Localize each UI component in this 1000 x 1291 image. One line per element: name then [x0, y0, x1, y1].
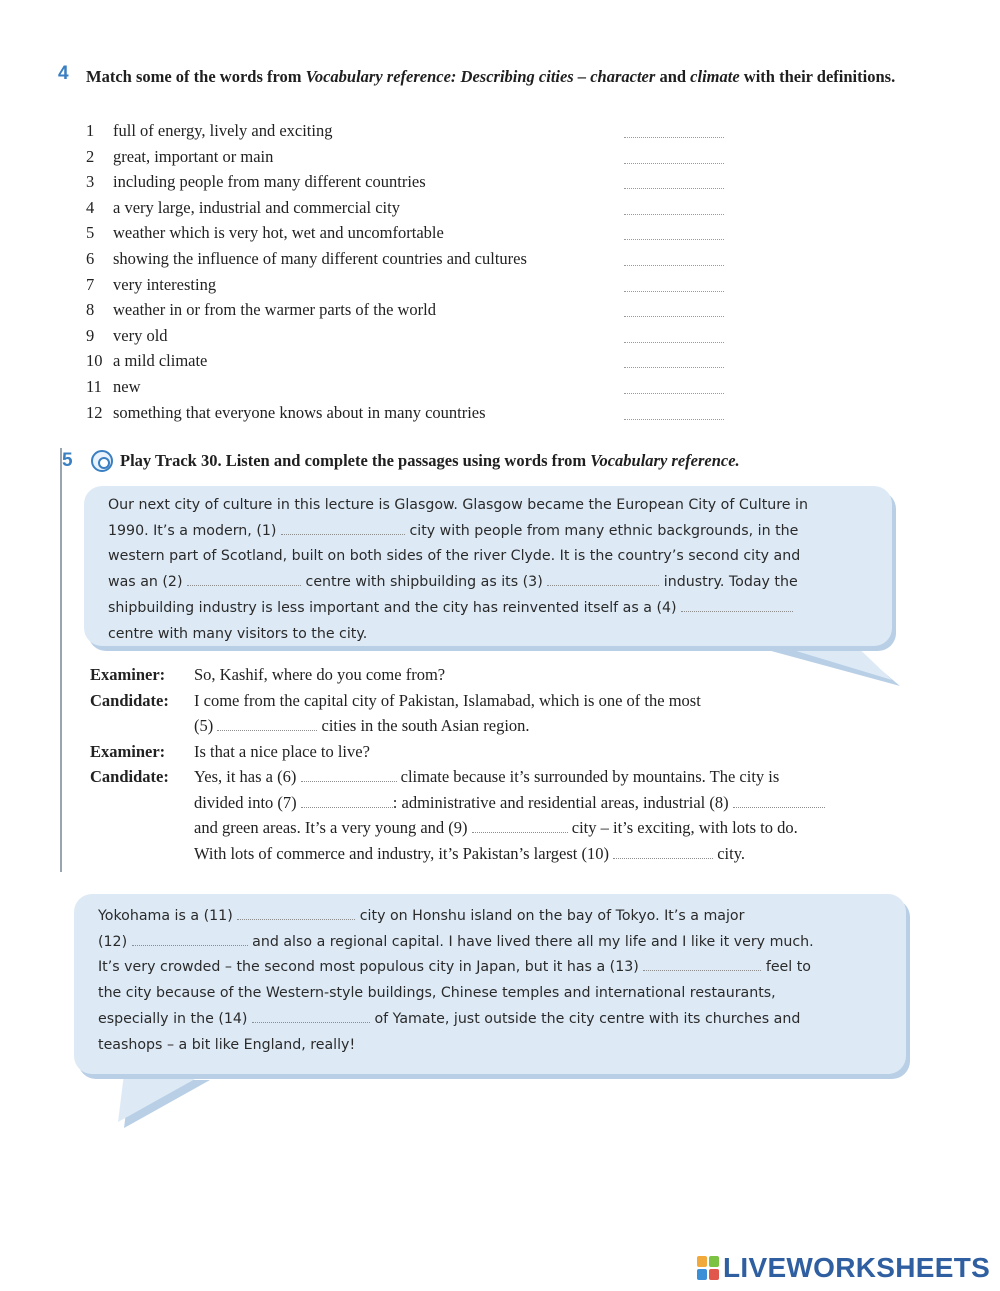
dialogue-turn [90, 688, 920, 739]
dialogue-text [194, 764, 920, 866]
answer-blank-7[interactable] [624, 280, 724, 292]
item-text: new [113, 376, 141, 396]
answer-blank-6[interactable] [624, 254, 724, 266]
yokohama-passage [74, 894, 906, 1058]
dialogue-text: Is that a nice place to live? [194, 741, 370, 761]
dialogue-turn [90, 764, 920, 866]
exercise-5-instructions [120, 450, 740, 472]
item-text: something that everyone knows about in many countries [113, 402, 486, 422]
item-number: 9 [86, 325, 95, 345]
definition-item [86, 144, 746, 170]
dialogue-text: and green areas. It’s a very young and (9) [194, 818, 472, 837]
definition-item [86, 348, 746, 374]
dialogue-text: Yes, it has a (6) [194, 767, 301, 786]
definition-list [86, 118, 746, 425]
gap-1-blank[interactable] [281, 523, 405, 535]
logo-wordmark: LIVEWORKSHEETS [723, 1252, 991, 1283]
dialogue-text: So, Kashif, where do you come from? [194, 665, 446, 684]
dialogue-line: I come from the capital city of Pakistan, Islamabad, which is one of the most [194, 690, 701, 710]
item-text: including people from many different countries [113, 172, 426, 192]
definition-item [86, 323, 746, 349]
gap-4-blank[interactable] [681, 600, 793, 612]
passage-text: of Yamate, just outside the city centre with its churches and [369, 1010, 801, 1027]
dialogue-line [194, 713, 920, 739]
passage-line [98, 955, 906, 981]
instruction-text: Match some of the words from [86, 67, 306, 86]
answer-blank-10[interactable] [624, 356, 724, 368]
exercise-5-number: 5 [62, 450, 73, 471]
passage-line [108, 596, 892, 622]
speaker-label: Examiner: [90, 741, 166, 761]
gap-13-blank[interactable] [643, 959, 761, 971]
item-text: great, important or main [113, 146, 274, 166]
passage-text: was an (2) [108, 574, 188, 591]
answer-blank-1[interactable] [624, 126, 724, 138]
passage-text: Yokohama is a (11) [98, 908, 238, 924]
dialogue-text: city. [713, 843, 746, 863]
gap-5-blank[interactable] [217, 719, 317, 731]
passage-text: shipbuilding industry is less important and the city has reinvented itself as a (4) [108, 599, 682, 616]
passage-text: feel to [761, 959, 811, 976]
dialogue-text [194, 688, 920, 739]
liveworksheets-logo [697, 1252, 990, 1284]
passage-line: western part of Scotland, built on both sides of the river Clyde. It is the country’s second city and [108, 548, 801, 565]
item-text: very old [113, 325, 168, 345]
item-number: 6 [86, 248, 95, 268]
instruction-reference: Vocabulary reference: Describing cities – character [305, 67, 656, 86]
answer-blank-3[interactable] [624, 177, 724, 189]
speech-bubble-tail [110, 1066, 220, 1132]
gap-10-blank[interactable] [613, 847, 713, 859]
dialogue-text: With lots of commerce and industry, it’s Pakistan’s largest (10) [194, 843, 614, 863]
instruction-reference: Vocabulary reference. [590, 451, 740, 470]
speaker-label: Candidate: [90, 690, 169, 710]
passage-line [108, 519, 892, 545]
passage-line [98, 904, 906, 930]
item-number: 11 [86, 376, 102, 396]
logo-square [697, 1269, 707, 1280]
passage-line: the city because of the Western-style buildings, Chinese temples and international restaurants, [98, 985, 776, 1002]
dialogue-text: divided into (7) [194, 792, 301, 812]
examiner-candidate-dialogue [90, 662, 920, 866]
answer-blank-5[interactable] [624, 228, 724, 240]
answer-blank-9[interactable] [624, 331, 724, 343]
passage-line: teashops – a bit like England, really! [98, 1036, 356, 1053]
exercise-4-instructions [86, 64, 906, 90]
gap-14-blank[interactable] [252, 1011, 370, 1023]
item-number: 1 [86, 121, 95, 140]
instruction-text: and [655, 67, 691, 86]
audio-track-icon [91, 450, 113, 472]
passage-text: and also a regional capital. I have lived there all my life and I like it very much. [247, 933, 814, 950]
gap-8-blank[interactable] [733, 796, 825, 808]
answer-blank-11[interactable] [624, 382, 724, 394]
definition-item [86, 272, 746, 298]
item-text: full of energy, lively and exciting [113, 121, 333, 140]
definition-item [86, 220, 746, 246]
item-text: weather which is very hot, wet and uncomfortable [113, 223, 444, 243]
passage-text: city on Honshu island on the bay of Tokyo. It’s a major [355, 908, 745, 924]
logo-square [709, 1256, 719, 1267]
item-text: weather in or from the warmer parts of the world [113, 300, 437, 320]
dialogue-text: climate because it’s surrounded by mountains. The city is [396, 767, 780, 786]
dialogue-text: city – it’s exciting, with lots to do. [567, 818, 798, 837]
dialogue-line [194, 764, 920, 790]
passage-line: Our next city of culture in this lecture is Glasgow. Glasgow became the European City of Culture in [108, 497, 808, 513]
item-number: 2 [86, 146, 95, 166]
logo-square [697, 1256, 707, 1267]
passage-text: It’s very crowded – the second most populous city in Japan, but it has a (13) [98, 959, 644, 976]
definition-item [86, 374, 746, 400]
definition-item [86, 118, 746, 144]
gap-12-blank[interactable] [132, 934, 248, 946]
definition-item [86, 246, 746, 272]
answer-blank-8[interactable] [624, 305, 724, 317]
passage-text: (12) [98, 933, 132, 950]
exercise-4-number: 4 [58, 63, 69, 84]
answer-blank-2[interactable] [624, 152, 724, 164]
item-number: 4 [86, 197, 95, 217]
item-number: 12 [86, 402, 103, 422]
item-text: a mild climate [113, 351, 208, 371]
item-number: 10 [86, 351, 103, 371]
gap-9-blank[interactable] [472, 821, 568, 833]
gap-6-blank[interactable] [301, 770, 397, 782]
item-number: 5 [86, 223, 95, 243]
answer-blank-12[interactable] [624, 408, 724, 420]
instruction-text: Play Track 30. Listen and complete the passages using words from [120, 451, 591, 470]
item-text: showing the influence of many different countries and cultures [113, 248, 527, 268]
item-text: very interesting [113, 274, 217, 294]
gap-3-blank[interactable] [547, 574, 659, 586]
definition-item [86, 195, 746, 221]
speaker-label: Candidate: [90, 767, 169, 786]
passage-text: 1990. It’s a modern, (1) [108, 522, 281, 539]
logo-icon [697, 1256, 719, 1280]
dialogue-line [194, 815, 920, 841]
item-text: a very large, industrial and commercial city [113, 197, 400, 217]
instruction-reference: climate [690, 67, 740, 86]
glasgow-passage [84, 486, 892, 647]
dialogue-turn [90, 739, 920, 765]
section-divider [60, 448, 62, 872]
definition-item [86, 169, 746, 195]
gap-7-blank[interactable] [301, 796, 393, 808]
gap-11-blank[interactable] [237, 908, 355, 920]
passage-text: centre with shipbuilding as its (3) [301, 574, 548, 591]
dialogue-text: cities in the south Asian region. [317, 716, 530, 735]
passage-line: centre with many visitors to the city. [108, 625, 368, 642]
passage-text: especially in the (14) [98, 1010, 252, 1027]
dialogue-line [194, 841, 920, 867]
dialogue-text: (5) [194, 716, 218, 735]
item-number: 8 [86, 300, 95, 320]
definition-item [86, 400, 746, 426]
item-number: 3 [86, 172, 95, 192]
logo-square [709, 1269, 719, 1280]
passage-line [98, 1007, 906, 1033]
gap-2-blank[interactable] [187, 574, 301, 586]
speaker-label: Examiner: [90, 665, 166, 684]
dialogue-turn [90, 662, 920, 688]
dialogue-text: : administrative and residential areas, industrial (8) [392, 792, 733, 812]
passage-line [108, 570, 892, 596]
item-number: 7 [86, 274, 95, 294]
passage-text: city with people from many ethnic backgrounds, in the [404, 522, 799, 539]
passage-line [98, 930, 906, 956]
glasgow-speech-bubble [84, 486, 892, 646]
dialogue-line [194, 790, 920, 816]
answer-blank-4[interactable] [624, 203, 724, 215]
definition-item [86, 297, 746, 323]
yokohama-speech-bubble [74, 894, 906, 1074]
passage-text: industry. Today the [659, 574, 798, 591]
instruction-text: with their definitions. [739, 67, 896, 86]
